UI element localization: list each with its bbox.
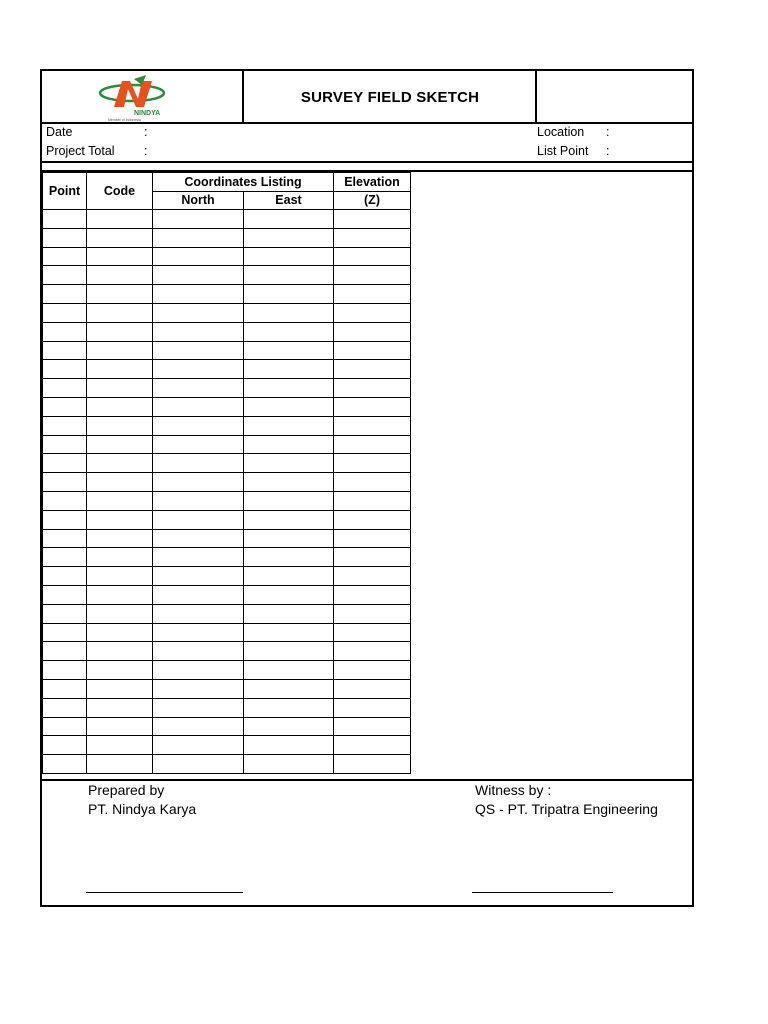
table-cell[interactable] xyxy=(43,679,87,698)
table-cell[interactable] xyxy=(43,379,87,398)
table-row xyxy=(43,379,411,398)
table-cell[interactable] xyxy=(244,397,334,416)
table-cell[interactable] xyxy=(153,661,244,680)
table-cell[interactable] xyxy=(244,435,334,454)
table-cell[interactable] xyxy=(43,585,87,604)
prepared-label: Prepared by xyxy=(88,782,165,798)
header-code: Code xyxy=(87,173,153,210)
table-cell[interactable] xyxy=(153,604,244,623)
table-cell[interactable] xyxy=(43,642,87,661)
table-cell[interactable] xyxy=(244,266,334,285)
table-cell[interactable] xyxy=(43,285,87,304)
table-cell[interactable] xyxy=(153,210,244,229)
logo-subtext: Member of Indonesia xyxy=(108,118,141,122)
table-cell[interactable] xyxy=(43,755,87,774)
table-cell[interactable] xyxy=(87,473,153,492)
table-cell[interactable] xyxy=(43,661,87,680)
table-cell[interactable] xyxy=(244,228,334,247)
table-cell[interactable] xyxy=(87,491,153,510)
divider xyxy=(42,161,692,163)
table-cell[interactable] xyxy=(334,285,411,304)
table-cell[interactable] xyxy=(334,548,411,567)
date-colon: : xyxy=(144,125,148,139)
table-cell[interactable] xyxy=(153,454,244,473)
divider xyxy=(535,71,537,123)
table-cell[interactable] xyxy=(43,473,87,492)
table-cell[interactable] xyxy=(244,755,334,774)
table-row xyxy=(43,661,411,680)
table-row xyxy=(43,360,411,379)
table-cell[interactable] xyxy=(244,341,334,360)
table-cell[interactable] xyxy=(334,491,411,510)
table-row xyxy=(43,491,411,510)
table-cell[interactable] xyxy=(334,397,411,416)
prepared-signature-line xyxy=(86,892,243,893)
header-east: East xyxy=(244,191,334,210)
table-cell[interactable] xyxy=(153,510,244,529)
header-coordinates: Coordinates Listing xyxy=(153,173,334,192)
table-cell[interactable] xyxy=(43,491,87,510)
table-cell[interactable] xyxy=(153,755,244,774)
table-cell[interactable] xyxy=(244,736,334,755)
table-cell[interactable] xyxy=(43,266,87,285)
table-cell[interactable] xyxy=(153,247,244,266)
logo-cell xyxy=(42,71,242,123)
table-cell[interactable] xyxy=(334,303,411,322)
table-row xyxy=(43,322,411,341)
table-cell[interactable] xyxy=(43,397,87,416)
table-cell[interactable] xyxy=(244,510,334,529)
logo-text: NINDYA xyxy=(134,110,161,117)
table-cell[interactable] xyxy=(334,247,411,266)
table-cell[interactable] xyxy=(87,717,153,736)
table-cell[interactable] xyxy=(87,210,153,229)
table-cell[interactable] xyxy=(153,303,244,322)
table-cell[interactable] xyxy=(153,717,244,736)
table-cell[interactable] xyxy=(244,567,334,586)
table-cell[interactable] xyxy=(244,717,334,736)
table-cell[interactable] xyxy=(334,567,411,586)
table-cell[interactable] xyxy=(87,642,153,661)
table-cell[interactable] xyxy=(334,322,411,341)
table-cell[interactable] xyxy=(87,736,153,755)
table-cell[interactable] xyxy=(244,303,334,322)
table-cell[interactable] xyxy=(334,360,411,379)
table-row xyxy=(43,623,411,642)
table-cell[interactable] xyxy=(244,585,334,604)
table-cell[interactable] xyxy=(244,454,334,473)
header-point: Point xyxy=(43,173,87,210)
table-row xyxy=(43,210,411,229)
table-cell[interactable] xyxy=(87,322,153,341)
table-cell[interactable] xyxy=(153,642,244,661)
table-cell[interactable] xyxy=(334,623,411,642)
table-cell[interactable] xyxy=(43,548,87,567)
table-cell[interactable] xyxy=(334,454,411,473)
coordinates-table xyxy=(42,172,411,774)
table-cell[interactable] xyxy=(153,266,244,285)
table-cell[interactable] xyxy=(244,529,334,548)
table-cell[interactable] xyxy=(153,585,244,604)
table-row xyxy=(43,548,411,567)
table-cell[interactable] xyxy=(334,585,411,604)
table-cell[interactable] xyxy=(87,698,153,717)
table-cell[interactable] xyxy=(43,717,87,736)
table-cell[interactable] xyxy=(244,623,334,642)
nindya-logo-icon xyxy=(42,71,242,123)
prepared-company: PT. Nindya Karya xyxy=(88,801,197,817)
table-cell[interactable] xyxy=(334,266,411,285)
table-cell[interactable] xyxy=(334,341,411,360)
table-cell[interactable] xyxy=(87,435,153,454)
table-cell[interactable] xyxy=(87,228,153,247)
table-cell[interactable] xyxy=(43,341,87,360)
table-cell[interactable] xyxy=(334,736,411,755)
divider xyxy=(42,122,692,124)
table-cell[interactable] xyxy=(244,548,334,567)
witness-company: QS - PT. Tripatra Engineering xyxy=(475,801,658,817)
location-label: Location xyxy=(537,125,585,139)
table-cell[interactable] xyxy=(43,567,87,586)
table-cell[interactable] xyxy=(334,529,411,548)
date-label: Date xyxy=(46,125,73,139)
table-cell[interactable] xyxy=(334,228,411,247)
table-cell[interactable] xyxy=(43,247,87,266)
table-cell[interactable] xyxy=(244,247,334,266)
table-cell[interactable] xyxy=(244,285,334,304)
table-cell[interactable] xyxy=(87,285,153,304)
table-row xyxy=(43,416,411,435)
table-cell[interactable] xyxy=(334,473,411,492)
table-cell[interactable] xyxy=(244,604,334,623)
table-cell[interactable] xyxy=(43,529,87,548)
table-cell[interactable] xyxy=(334,698,411,717)
header-north: North xyxy=(153,191,244,210)
table-cell[interactable] xyxy=(43,228,87,247)
table-cell[interactable] xyxy=(87,679,153,698)
table-row xyxy=(43,454,411,473)
table-cell[interactable] xyxy=(87,266,153,285)
table-cell[interactable] xyxy=(87,755,153,774)
table-row xyxy=(43,604,411,623)
table-cell[interactable] xyxy=(43,604,87,623)
table-cell[interactable] xyxy=(244,473,334,492)
table-cell[interactable] xyxy=(153,698,244,717)
table-cell[interactable] xyxy=(244,698,334,717)
table-cell[interactable] xyxy=(334,416,411,435)
table-row xyxy=(43,567,411,586)
table-cell[interactable] xyxy=(244,679,334,698)
table-cell[interactable] xyxy=(153,322,244,341)
table-row xyxy=(43,266,411,285)
list-point-colon: : xyxy=(606,144,610,158)
table-cell[interactable] xyxy=(153,416,244,435)
table-cell[interactable] xyxy=(87,454,153,473)
table-cell[interactable] xyxy=(153,736,244,755)
table-row xyxy=(43,717,411,736)
table-cell[interactable] xyxy=(153,679,244,698)
table-cell[interactable] xyxy=(244,379,334,398)
table-cell[interactable] xyxy=(87,303,153,322)
table-cell[interactable] xyxy=(87,360,153,379)
table-cell[interactable] xyxy=(153,285,244,304)
table-cell[interactable] xyxy=(334,510,411,529)
list-point-label: List Point xyxy=(537,144,589,158)
table-row xyxy=(43,755,411,774)
table-row xyxy=(43,585,411,604)
table-row xyxy=(43,397,411,416)
table-row xyxy=(43,642,411,661)
table-cell[interactable] xyxy=(43,623,87,642)
table-row xyxy=(43,679,411,698)
table-cell[interactable] xyxy=(244,322,334,341)
table-row xyxy=(43,736,411,755)
table-cell[interactable] xyxy=(87,397,153,416)
table-cell[interactable] xyxy=(244,491,334,510)
table-row xyxy=(43,228,411,247)
table-row xyxy=(43,698,411,717)
table-row xyxy=(43,529,411,548)
table-cell[interactable] xyxy=(43,303,87,322)
table-cell[interactable] xyxy=(153,228,244,247)
table-cell[interactable] xyxy=(153,529,244,548)
table-cell[interactable] xyxy=(153,379,244,398)
table-cell[interactable] xyxy=(153,435,244,454)
table-cell[interactable] xyxy=(153,397,244,416)
table-cell[interactable] xyxy=(87,341,153,360)
table-cell[interactable] xyxy=(334,661,411,680)
table-cell[interactable] xyxy=(153,623,244,642)
table-cell[interactable] xyxy=(334,679,411,698)
table-row xyxy=(43,341,411,360)
table-cell[interactable] xyxy=(244,210,334,229)
table-cell[interactable] xyxy=(87,623,153,642)
table-cell[interactable] xyxy=(334,379,411,398)
table-cell[interactable] xyxy=(334,604,411,623)
table-cell[interactable] xyxy=(334,717,411,736)
survey-sheet xyxy=(40,69,694,907)
table-row xyxy=(43,247,411,266)
table-cell[interactable] xyxy=(43,736,87,755)
table-cell[interactable] xyxy=(43,454,87,473)
witness-signature-line xyxy=(472,892,613,893)
table-cell[interactable] xyxy=(153,360,244,379)
page-title: SURVEY FIELD SKETCH xyxy=(300,88,480,106)
table-cell[interactable] xyxy=(244,360,334,379)
table-cell[interactable] xyxy=(244,661,334,680)
witness-label: Witness by : xyxy=(475,782,552,798)
table-row xyxy=(43,473,411,492)
table-cell[interactable] xyxy=(153,341,244,360)
header-elevation-unit: (Z) xyxy=(334,191,411,210)
table-cell[interactable] xyxy=(87,379,153,398)
table-row xyxy=(43,510,411,529)
table-cell[interactable] xyxy=(43,322,87,341)
table-cell[interactable] xyxy=(87,661,153,680)
table-cell[interactable] xyxy=(87,529,153,548)
table-cell[interactable] xyxy=(244,416,334,435)
table-cell[interactable] xyxy=(87,416,153,435)
table-cell[interactable] xyxy=(87,604,153,623)
table-cell[interactable] xyxy=(153,548,244,567)
table-cell[interactable] xyxy=(43,210,87,229)
table-cell[interactable] xyxy=(153,491,244,510)
table-cell[interactable] xyxy=(43,416,87,435)
table-cell[interactable] xyxy=(87,510,153,529)
date-row xyxy=(46,123,72,142)
table-cell[interactable] xyxy=(43,510,87,529)
table-cell[interactable] xyxy=(43,360,87,379)
table-cell[interactable] xyxy=(87,247,153,266)
table-cell[interactable] xyxy=(153,567,244,586)
table-row xyxy=(43,285,411,304)
table-cell[interactable] xyxy=(87,585,153,604)
table-row xyxy=(43,435,411,454)
location-colon: : xyxy=(606,125,610,139)
header-elevation: Elevation xyxy=(334,173,411,192)
project-total-label: Project Total xyxy=(46,144,115,158)
table-cell[interactable] xyxy=(334,642,411,661)
table-cell[interactable] xyxy=(87,567,153,586)
table-cell[interactable] xyxy=(43,435,87,454)
table-cell[interactable] xyxy=(334,435,411,454)
table-row xyxy=(43,303,411,322)
table-cell[interactable] xyxy=(153,473,244,492)
project-total-colon: : xyxy=(144,144,148,158)
table-cell[interactable] xyxy=(244,642,334,661)
table-cell[interactable] xyxy=(43,698,87,717)
table-cell[interactable] xyxy=(87,548,153,567)
table-cell[interactable] xyxy=(334,755,411,774)
table-cell[interactable] xyxy=(334,210,411,229)
